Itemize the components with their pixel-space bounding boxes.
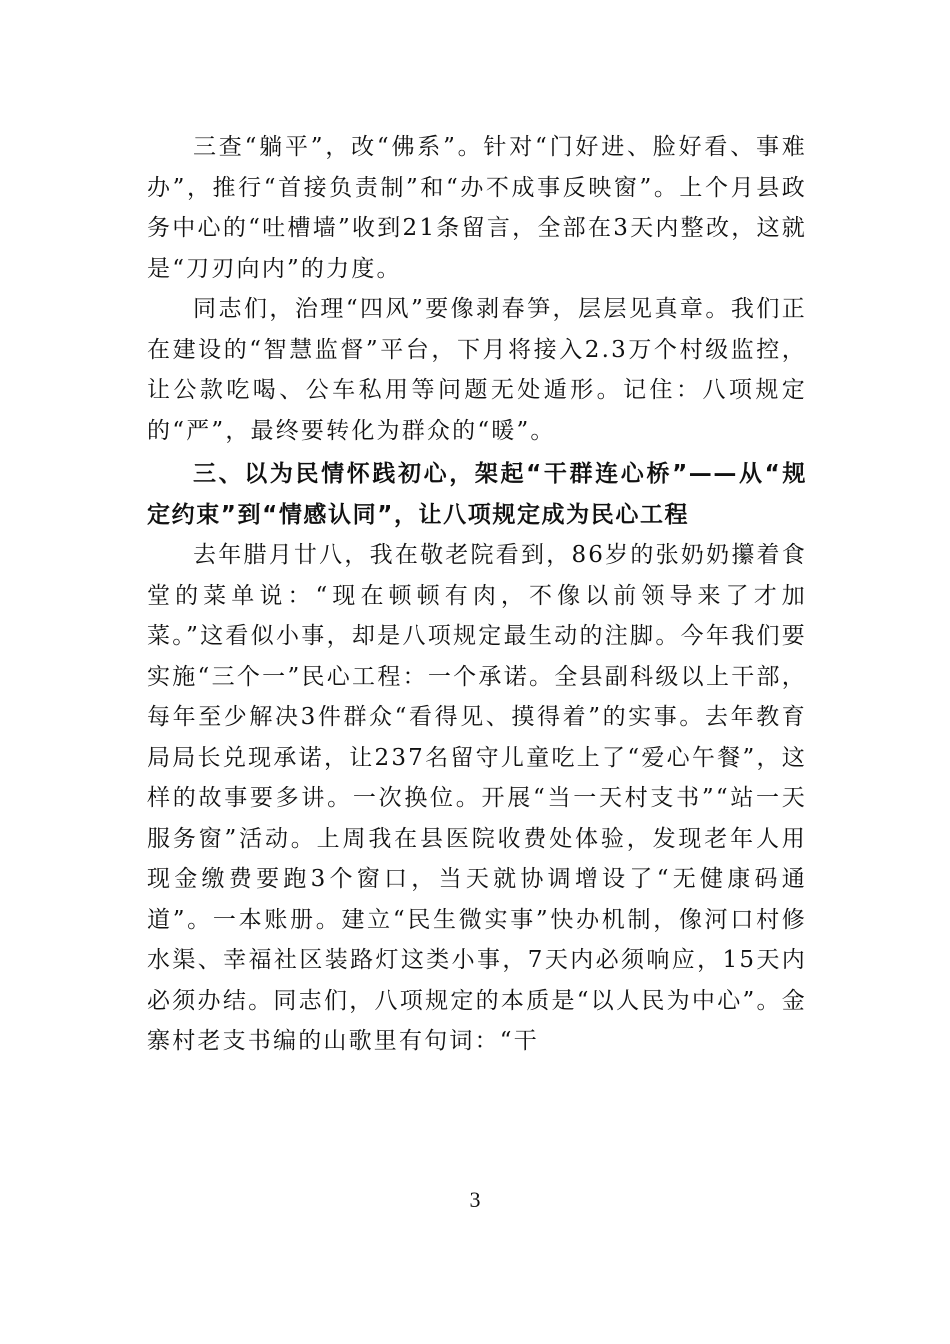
section-heading: 三、以为民情怀践初心，架起“干群连心桥”——从“规定约束”到“情感认同”，让八项规定成为民心工程 [147,461,807,528]
paragraph-four-winds: 同志们，治理“四风”要像剥春笋，层层见真章。我们正在建设的“智慧监督”平台，下月将接入2.3万个村级监控，让公款吃喝、公车私用等问题无处遁形。记住：八项规定的“严”，最终要转化为群众的“暖”。 [147,296,807,444]
page-body [147,127,807,1062]
paragraph-people-project: 去年腊月廿八，我在敬老院看到，86岁的张奶奶攥着食堂的菜单说：“现在顿顿有肉，不像以前领导来了才加菜。”这看似小事，却是八项规定最生动的注脚。今年我们要实施“三个一”民心工程：一个承诺。全县副科级以上干部，每年至少解决3件群众“看得见、摸得着”的实事。去年教育局局长兑现承诺，让237名留守儿童吃上了“爱心午餐”，这样的故事要多讲。一次换位。开展“当一天村支书”“站一天服务窗”活动。上周我在县医院收费处体验，发现老年人用现金缴费要跑3个窗口，当天就协调增设了“无健康码通道”。一本账册。建立“民生微实事”快办机制，像河口村修水渠、幸福社区装路灯这类小事，7天内必须响应，15天内必须办结。同志们，八项规定的本质是“以人民为中心”。金寨村老支书编的山歌里有句词：“干 [147,542,807,1054]
paragraph-three-checks: 三查“躺平”，改“佛系”。针对“门好进、脸好看、事难办”，推行“首接负责制”和“办不成事反映窗”。上个月县政务中心的“吐槽墙”收到21条留言，全部在3天内整改，这就是“刀刃向内”的力度。 [147,134,807,282]
page-number: 3 [469,1187,481,1212]
